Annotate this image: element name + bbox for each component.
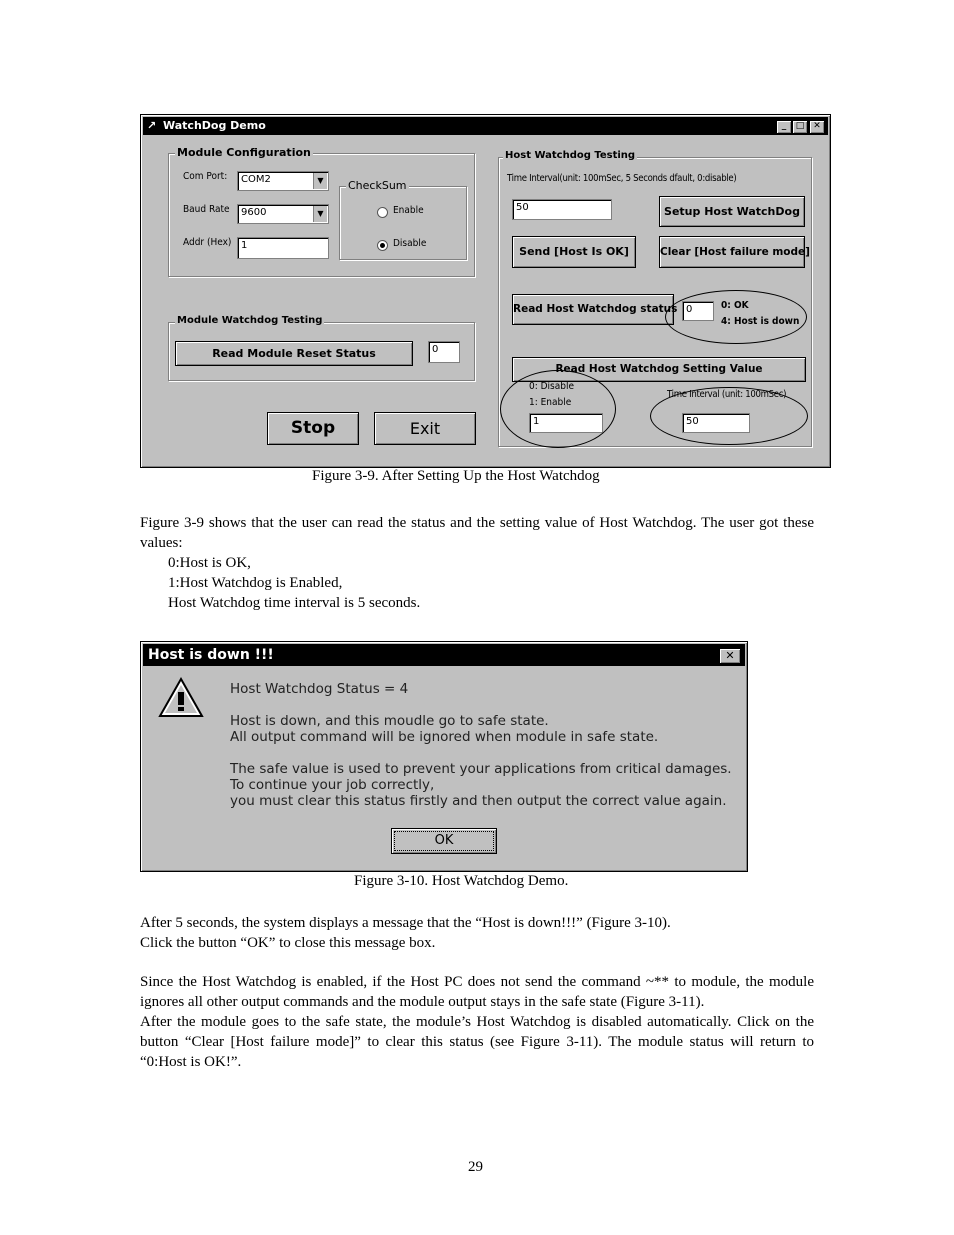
annotation-ellipse-interval [650,387,808,445]
value-item: Host Watchdog time interval is 5 seconds. [168,595,421,611]
addr-input[interactable] [237,237,329,259]
paragraph-2-line: After 5 seconds, the system displays a message that the “Host is down!!!” (Figure 3-10). [140,915,671,931]
time-interval-label: Time Interval (unit: 100mSec) [667,389,787,400]
host-watchdog-group [498,150,812,447]
baud-rate-label: Baud Rate [183,204,230,215]
host-watchdog-title: Host Watchdog Testing [505,150,636,161]
reset-status-field[interactable]: 0 [428,341,460,363]
host-status-field[interactable]: 0 [682,301,714,321]
paragraph-2-line: Click the button “OK” to close this message box. [140,935,436,951]
dialog-line: The safe value is used to prevent your applications from critical damages. [230,761,732,777]
setup-host-watchdog-button[interactable]: Setup Host WatchDog [659,196,805,227]
module-watchdog-title: Module Watchdog Testing [177,315,323,326]
ok-button-focus: OK [394,831,494,851]
dialog-line: Host Watchdog Status = 4 [230,681,409,697]
addr-value: 1 [241,240,248,251]
ok-button[interactable] [391,828,497,854]
dialog-line: All output command will be ignored when module in safe state. [230,729,659,745]
stop-button[interactable]: Stop [267,412,359,445]
chevron-down-icon[interactable]: ▼ [313,173,327,189]
page-number: 29 [468,1159,483,1175]
chevron-down-icon[interactable]: ▼ [313,206,327,222]
watchdog-demo-window [140,114,831,468]
checksum-disable-radio[interactable] [377,240,388,251]
app-icon: ↗ [147,119,157,132]
checksum-disable-label: Disable [393,238,427,249]
maximize-button[interactable]: □ [792,120,808,134]
module-config-title: Module Configuration [177,146,311,159]
status-legend-down: 4: Host is down [721,316,800,327]
dialog-line: Host is down, and this moudle go to safe state. [230,713,549,729]
interval-input[interactable]: 50 [512,199,612,220]
dialog-line: you must clear this status firstly and then output the correct value again. [230,793,727,809]
enable-legend-enable: 1: Enable [529,397,572,408]
clear-host-failure-button[interactable]: Clear [Host failure mode] [659,236,805,268]
close-button[interactable]: ✕ [719,648,741,664]
checksum-title: CheckSum [348,179,407,192]
status-legend-ok: 0: OK [721,300,749,311]
checksum-enable-radio[interactable] [377,207,388,218]
read-module-reset-button[interactable]: Read Module Reset Status [175,341,413,366]
paragraph-1 [140,513,814,613]
annotation-ellipse-status [665,290,807,344]
dialog-line: To continue your job correctly, [230,777,435,793]
module-config-group [168,146,475,277]
checksum-enable-label: Enable [393,205,424,216]
annotation-ellipse-enable [500,370,616,448]
com-port-value: COM2 [241,174,271,185]
host-interval-field[interactable]: 50 [682,413,750,433]
close-button[interactable]: ✕ [809,120,825,134]
dialog-titlebar [143,644,745,666]
value-item: 0:Host is OK, [168,555,251,571]
interval-hint: Time Interval(unit: 100mSec, 5 Seconds dfault, 0:disable) [507,173,737,184]
dialog-title: Host is down !!! [148,647,274,663]
send-host-ok-button[interactable]: Send [Host Is OK] [512,236,636,268]
value-item: 1:Host Watchdog is Enabled, [168,575,343,591]
exit-button[interactable]: Exit [374,412,476,445]
window-titlebar [143,117,828,135]
enable-legend-disable: 0: Disable [529,381,574,392]
figure-3-10-caption: Figure 3-10. Host Watchdog Demo. [354,873,569,889]
com-port-select[interactable] [237,171,329,191]
module-watchdog-group [168,315,475,381]
baud-rate-value: 9600 [241,207,267,218]
paragraph-3 [140,972,814,1072]
figure-3-9-caption: Figure 3-9. After Setting Up the Host Watchdog [312,468,600,484]
read-host-setting-button[interactable]: Read Host Watchdog Setting Value [512,357,806,382]
baud-rate-select[interactable] [237,204,329,224]
window-title: WatchDog Demo [163,119,266,132]
paragraph-3-text: Since the Host Watchdog is enabled, if the Host PC does not send the command ~** to module, the module ignores all other output commands and the module output stays in the safe state (Figure 3-11). [140,974,814,1010]
dialog-message [230,681,732,809]
minimize-button[interactable]: _ [776,120,792,134]
addr-label: Addr (Hex) [183,237,232,248]
paragraph-1-text: Figure 3-9 shows that the user can read the status and the setting value of Host Watchdog. The user got these values: [140,515,814,551]
host-down-dialog [140,641,748,872]
warning-icon [157,676,205,720]
checksum-group [339,179,467,260]
paragraph-3-text: After the module goes to the safe state, the module’s Host Watchdog is disabled automatically. Click on the button “Clear [Host failure mode]” to clear this status (see Figure 3-11). The module status will return to “0:Host is OK!”. [140,1014,814,1070]
paragraph-2 [140,913,814,953]
host-enable-field[interactable]: 1 [529,413,603,433]
read-host-status-button[interactable]: Read Host Watchdog status [512,294,674,325]
com-port-label: Com Port: [183,171,228,182]
